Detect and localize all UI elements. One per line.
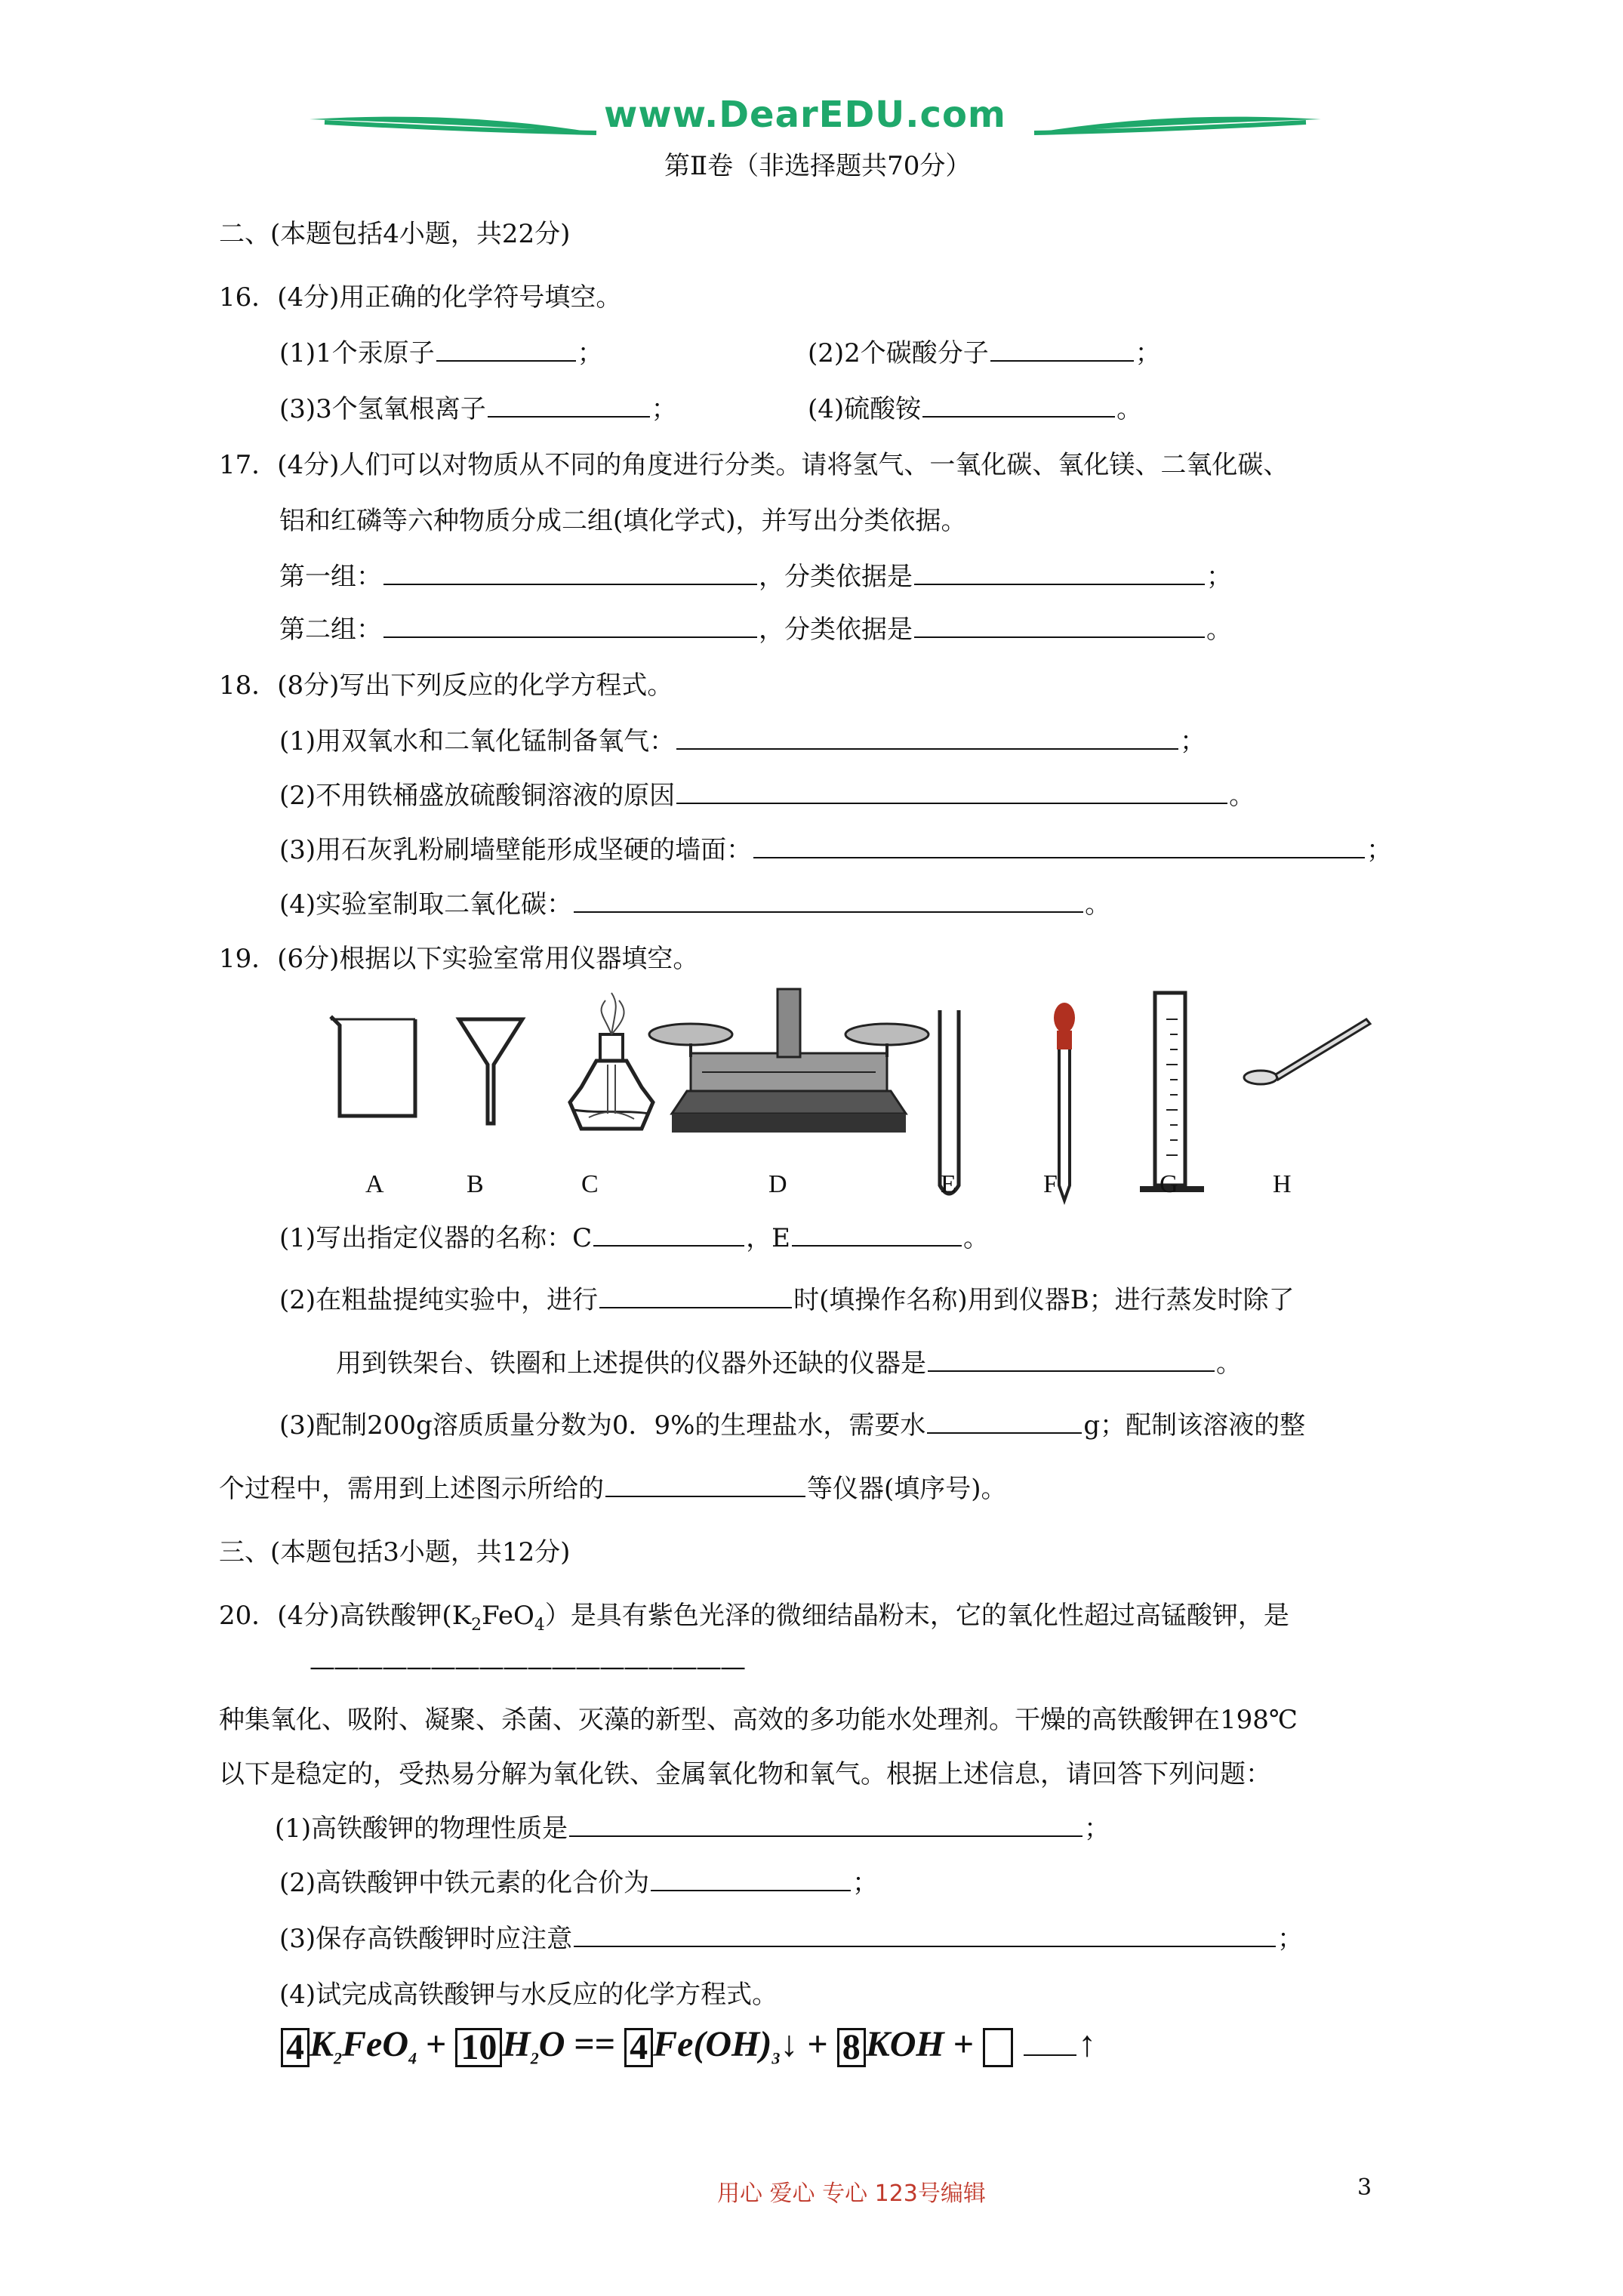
question-stem: 17．(4分)人们可以对物质从不同的角度进行分类。请将氢气、一氧化碳、氧化镁、二氧化碳、: [219, 450, 1289, 480]
question-part: (2)不用铁桶盛放硫酸铜溶液的原因 。: [279, 781, 1255, 811]
question-part: (4)硫酸铵 。: [808, 394, 1143, 424]
question-part: 第二组： ，分类依据是 。: [279, 615, 1232, 645]
label-d: D: [768, 1170, 787, 1198]
label-f: F: [1043, 1170, 1058, 1198]
question-text: 以下是稳定的，受热易分解为氧化铁、金属氧化物和氧气。根据上述信息，请回答下列问题：: [219, 1759, 1271, 1789]
dash-line: ——————————————————: [310, 1652, 744, 1682]
question-part: (3)配制200g溶质质量分数为0．9%的生理盐水，需要水 g；配制该溶液的整: [279, 1410, 1306, 1441]
question-part: 第一组： ，分类依据是 ；: [279, 562, 1232, 592]
question-part: 用到铁架台、铁圈和上述提供的仪器外还缺的仪器是 。: [336, 1348, 1242, 1379]
section-heading: 二、(本题包括4小题，共22分): [219, 219, 571, 249]
label-a: A: [365, 1170, 384, 1198]
label-c: C: [581, 1170, 599, 1198]
question-part: (3)用石灰乳粉刷墙壁能形成坚硬的墙面： ；: [279, 835, 1393, 865]
chemical-equation: 4 $K_2FeO_4 + 10$ $H_2O == 4$ $Fe(OH)_3↓ + 8$ KOH + ↑: [281, 2023, 1096, 2069]
question-stem: 19．(6分)根据以下实验室常用仪器填空。: [219, 944, 699, 974]
question-part: (1)用双氧水和二氧化锰制备氧气： ；: [279, 726, 1206, 757]
question-part: (1)1个汞原子 ；: [279, 338, 603, 368]
question-text: 铝和红磷等六种物质分成二组(填化学式)，并写出分类依据。: [279, 506, 967, 536]
test-tube-icon: [940, 1010, 959, 1194]
spatula-icon: [1244, 1019, 1370, 1084]
page-title: 第Ⅱ卷（非选择题共70分）: [664, 151, 972, 181]
question-part: (3)3个氢氧根离子 ；: [279, 394, 677, 424]
question-stem: 18．(8分)写出下列反应的化学方程式。: [219, 670, 673, 701]
beaker-icon: [331, 1018, 415, 1116]
question-part: (1)高铁酸钾的物理性质是 ；: [275, 1814, 1110, 1844]
question-stem: 16．(4分)用正确的化学符号填空。: [219, 282, 622, 313]
question-part: (3)保存高铁酸钾时应注意 ；: [279, 1924, 1304, 1954]
question-part: (4)试完成高铁酸钾与水反应的化学方程式。: [279, 1980, 778, 2010]
page-number: 3: [1357, 2174, 1372, 2201]
graduated-cylinder-icon: [1140, 993, 1204, 1189]
funnel-icon: [459, 1019, 522, 1123]
label-h: H: [1273, 1170, 1292, 1198]
question-part: (2)高铁酸钾中铁元素的化合价为 ；: [279, 1868, 879, 1898]
empty-coefficient-box: [983, 2028, 1013, 2067]
footer-text: 用心 爱心 专心 123号编辑: [717, 2180, 986, 2207]
label-b: B: [467, 1170, 484, 1198]
section-heading: 三、(本题包括3小题，共12分): [219, 1537, 571, 1567]
logo: www.DearEDU.com: [604, 94, 1006, 136]
label-e: E: [941, 1170, 956, 1198]
question-stem: 20．(4分)高铁酸钾$(K_2FeO_4)$是具有紫色光泽的微细结晶粉末，它的氧化性超过高锰酸钾，是: [219, 1601, 1289, 1635]
label-g: G: [1160, 1170, 1178, 1198]
question-part: (2)2个碳酸分子 ；: [808, 338, 1161, 368]
question-text: 种集氧化、吸附、凝聚、杀菌、灭藻的新型、高效的多功能水处理剂。干燥的高铁酸钾在198℃: [219, 1705, 1298, 1735]
question-part: (2)在粗盐提纯实验中，进行 时(填操作名称)用到仪器B；进行蒸发时除了: [279, 1285, 1295, 1315]
balance-icon: [649, 989, 929, 1133]
question-part: (4)实验室制取二氧化碳： 。: [279, 889, 1111, 920]
question-part: (1)写出指定仪器的名称：C ，E 。: [279, 1223, 990, 1253]
alcohol-lamp-icon: [570, 993, 653, 1129]
question-part: 个过程中，需用到上述图示所给的 等仪器(填序号)。: [219, 1474, 1007, 1504]
